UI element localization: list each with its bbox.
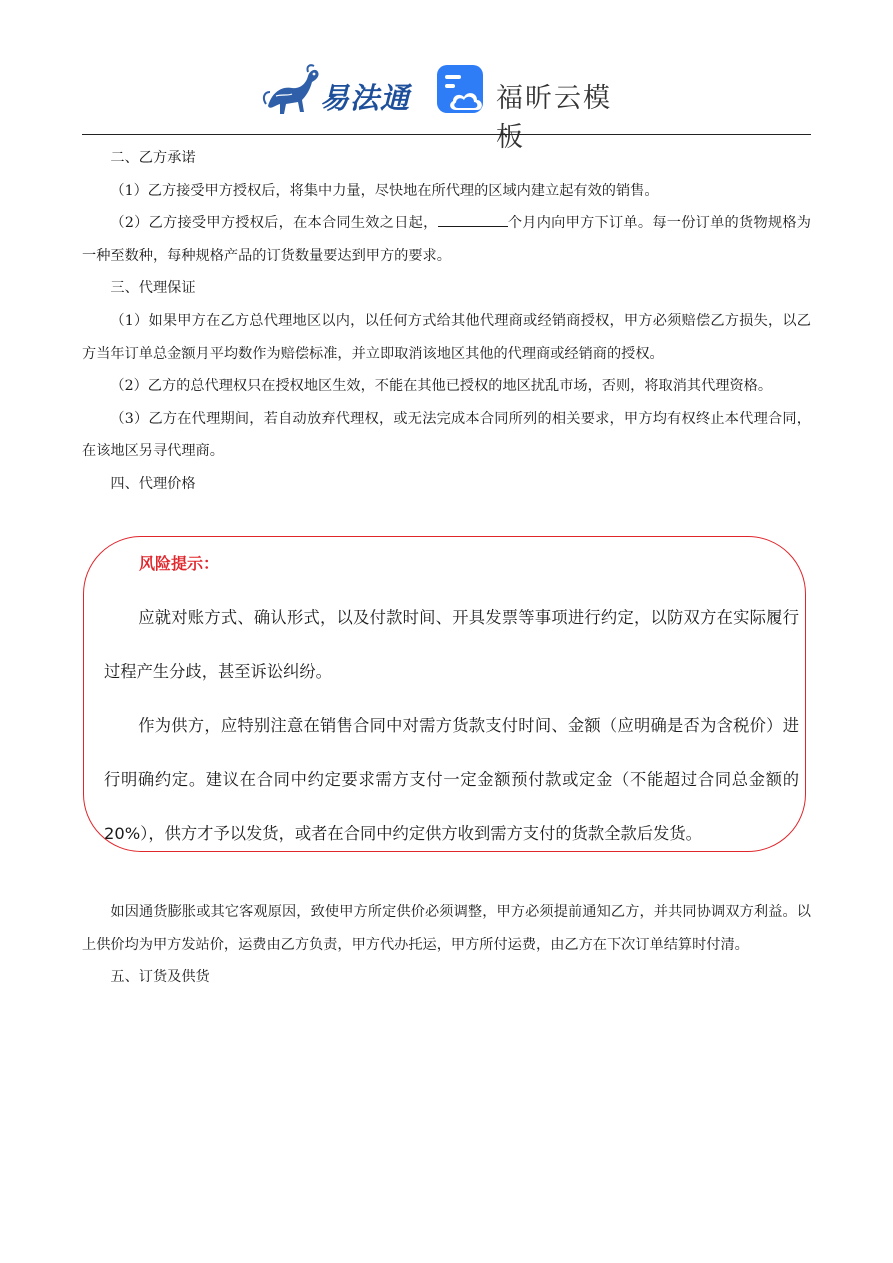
fuxin-logo-text: 福昕云模板 — [496, 83, 612, 153]
header-divider — [82, 134, 811, 135]
risk-warning-para1: 应就对账方式、确认形式，以及付款时间、开具发票等事项进行约定，以防双方在实际履行过程产生分歧，甚至诉讼纠纷。 — [104, 608, 799, 681]
section2-item2 — [82, 207, 811, 272]
cloud-document-icon — [436, 64, 488, 116]
section3-item3: （3）乙方在代理期间，若自动放弃代理权，或无法完成本合同所列的相关要求，甲方均有权终止本代理合同，在该地区另寻代理商。 — [82, 410, 811, 460]
risk-warning-para2: 作为供方，应特别注意在销售合同中对需方货款支付时间、金额（应明确是否为含税价）进行明确约定。建议在合同中约定要求需方支付一定金额预付款或定金（不能超过合同总金额的 20%），供方才予以发货，或者在合同中约定供方收到需方支付的货款全款后发货。 — [104, 716, 799, 843]
section2-item2-after: 个月内向甲方下订单。每一份订单的货物规格为一种至数种，每种规格产品的订货数量要达到甲方的要求。 — [82, 215, 811, 264]
section-heading-3: 三、代理保证 — [110, 280, 196, 297]
section2-item2-before: （2）乙方接受甲方授权后，在本合同生效之日起， — [110, 215, 438, 232]
section2-item1: （1）乙方接受甲方授权后，将集中力量，尽快地在所代理的区域内建立起有效的销售。 — [110, 182, 659, 199]
risk-warning-body — [104, 591, 799, 861]
section4-body: 如因通货膨胀或其它客观原因，致使甲方所定供价必须调整，甲方必须提前通知乙方，并共同协调双方利益。以上供价均为甲方发站价，运费由乙方负责，甲方代办托运，甲方所付运费，由乙方在下次订单结算时付清。 — [82, 904, 811, 953]
section3-item1: （1）如果甲方在乙方总代理地区以内，以任何方式给其他代理商或经销商授权，甲方必须赔偿乙方损失，以乙方当年订单总金额月平均数作为赔偿标准，并立即取消该地区其他的代理商或经销商的授权。 — [82, 312, 811, 362]
section-heading-4: 四、代理价格 — [110, 475, 196, 492]
fuxin-logo — [436, 64, 636, 153]
section-heading-2: 二、乙方承诺 — [110, 150, 196, 166]
page-header — [0, 58, 893, 153]
fill-in-blank — [438, 212, 508, 227]
section3-item2: （2）乙方的总代理权只在授权地区生效，不能在其他已授权的地区扰乱市场，否则，将取消其代理资格。 — [110, 378, 773, 395]
risk-warning-title: 风险提示： — [139, 554, 220, 573]
section-heading-5: 五、订货及供货 — [110, 969, 210, 986]
document-body-continued — [82, 896, 811, 994]
document-body — [82, 142, 811, 501]
yifatong-logo — [262, 62, 412, 118]
qilin-icon — [262, 62, 322, 118]
yifatong-logo-text: 易法通 — [320, 81, 411, 115]
risk-warning-box — [83, 536, 806, 852]
